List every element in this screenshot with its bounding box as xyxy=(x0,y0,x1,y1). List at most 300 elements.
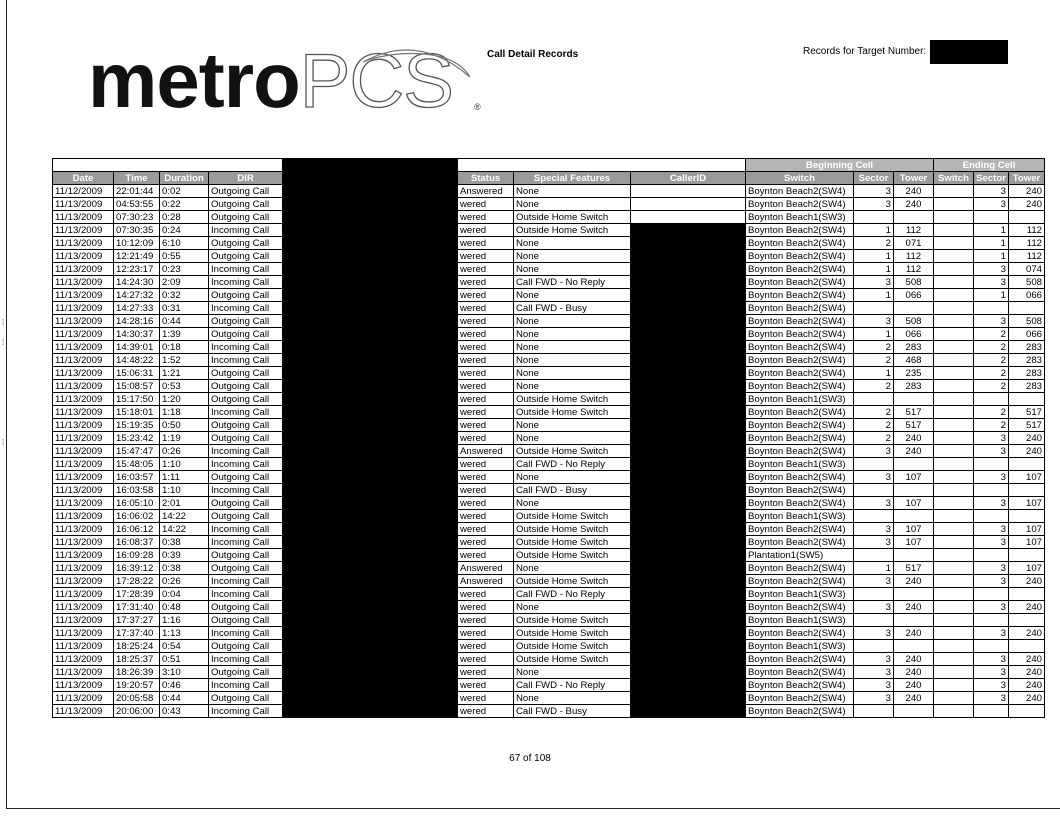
cell-switch-end xyxy=(934,289,974,302)
cell-tower-end xyxy=(1009,458,1045,471)
cell-tower-begin: 283 xyxy=(894,380,934,393)
target-number-label: Records for Target Number: xyxy=(803,46,927,57)
cell-duration: 0:38 xyxy=(160,562,209,575)
cell-tower-end xyxy=(1009,705,1045,718)
cell-special-features: Call FWD - No Reply xyxy=(514,458,631,471)
col-end-tower: Tower xyxy=(1009,172,1045,185)
cell-sector-end: 3 xyxy=(974,692,1009,705)
callerid-cell xyxy=(631,289,746,302)
cell-time: 22:01:44 xyxy=(114,185,160,198)
cell-switch-end xyxy=(934,406,974,419)
cell-sector-begin: 2 xyxy=(854,432,894,445)
cell-status: wered xyxy=(458,653,514,666)
cell-duration: 2:01 xyxy=(160,497,209,510)
cell-tower-end: 517 xyxy=(1009,419,1045,432)
cell-sector-end: 3 xyxy=(974,575,1009,588)
cell-sector-begin xyxy=(854,510,894,523)
cell-special-features: None xyxy=(514,497,631,510)
cell-sector-begin: 1 xyxy=(854,289,894,302)
cell-status: wered xyxy=(458,198,514,211)
cell-switch-begin: Boynton Beach1(SW3) xyxy=(746,393,854,406)
cell-switch-end xyxy=(934,653,974,666)
redacted-cell xyxy=(283,692,458,705)
cell-sector-begin: 1 xyxy=(854,250,894,263)
cell-sector-begin xyxy=(854,549,894,562)
col-begin-tower: Tower xyxy=(894,172,934,185)
cell-time: 15:48:05 xyxy=(114,458,160,471)
cell-switch-end xyxy=(934,393,974,406)
cell-time: 14:27:33 xyxy=(114,302,160,315)
cell-sector-begin xyxy=(854,484,894,497)
cell-special-features: Outside Home Switch xyxy=(514,653,631,666)
cell-sector-begin: 3 xyxy=(854,185,894,198)
cell-switch-end xyxy=(934,367,974,380)
cell-status: wered xyxy=(458,497,514,510)
cell-switch-end xyxy=(934,523,974,536)
cell-sector-begin: 2 xyxy=(854,380,894,393)
cell-time: 15:17:50 xyxy=(114,393,160,406)
callerid-cell xyxy=(631,250,746,263)
cell-special-features: None xyxy=(514,263,631,276)
cell-sector-end: 3 xyxy=(974,276,1009,289)
callerid-cell xyxy=(631,510,746,523)
cell-status: wered xyxy=(458,627,514,640)
page-number: 67 of 108 xyxy=(509,753,551,764)
cell-sector-begin xyxy=(854,393,894,406)
cell-time: 16:03:58 xyxy=(114,484,160,497)
cell-sector-begin: 3 xyxy=(854,198,894,211)
cell-duration: 0:04 xyxy=(160,588,209,601)
redacted-cell xyxy=(283,432,458,445)
table-row xyxy=(53,640,1045,653)
cell-tower-begin xyxy=(894,705,934,718)
cell-status: wered xyxy=(458,263,514,276)
cell-switch-begin: Boynton Beach2(SW4) xyxy=(746,497,854,510)
cell-duration: 0:43 xyxy=(160,705,209,718)
cell-time: 16:08:37 xyxy=(114,536,160,549)
cell-switch-end xyxy=(934,614,974,627)
cell-tower-end xyxy=(1009,588,1045,601)
cell-date: 11/13/2009 xyxy=(53,289,114,302)
table-row xyxy=(53,536,1045,549)
cell-status: wered xyxy=(458,250,514,263)
cell-sector-end: 2 xyxy=(974,354,1009,367)
cell-status: Answered xyxy=(458,185,514,198)
cell-switch-begin: Boynton Beach2(SW4) xyxy=(746,536,854,549)
callerid-cell xyxy=(631,627,746,640)
cell-duration: 0:31 xyxy=(160,302,209,315)
cell-switch-begin: Boynton Beach2(SW4) xyxy=(746,705,854,718)
redacted-cell xyxy=(283,705,458,718)
cell-switch-begin: Boynton Beach2(SW4) xyxy=(746,484,854,497)
cell-switch-end xyxy=(934,471,974,484)
table-row xyxy=(53,380,1045,393)
cell-special-features: Outside Home Switch xyxy=(514,523,631,536)
cell-dir: Outgoing Call xyxy=(209,380,283,393)
cell-sector-begin: 3 xyxy=(854,679,894,692)
cell-sector-end xyxy=(974,458,1009,471)
cell-duration: 0:53 xyxy=(160,380,209,393)
cell-tower-begin: 517 xyxy=(894,419,934,432)
cell-tower-begin: 107 xyxy=(894,497,934,510)
cell-time: 17:31:40 xyxy=(114,601,160,614)
cell-sector-end: 2 xyxy=(974,419,1009,432)
cell-tower-begin: 240 xyxy=(894,666,934,679)
cell-switch-begin: Boynton Beach2(SW4) xyxy=(746,627,854,640)
cell-switch-end xyxy=(934,575,974,588)
cell-status: wered xyxy=(458,367,514,380)
redacted-cell xyxy=(283,601,458,614)
metropcs-logo xyxy=(88,36,481,124)
cell-sector-begin: 3 xyxy=(854,445,894,458)
redacted-cell xyxy=(283,458,458,471)
cell-tower-end xyxy=(1009,302,1045,315)
cell-date: 11/13/2009 xyxy=(53,484,114,497)
cell-date: 11/13/2009 xyxy=(53,315,114,328)
cell-tower-end: 240 xyxy=(1009,666,1045,679)
cell-dir: Incoming Call xyxy=(209,341,283,354)
redacted-cell xyxy=(283,627,458,640)
cell-time: 16:03:57 xyxy=(114,471,160,484)
redacted-cell xyxy=(283,211,458,224)
cell-sector-end: 3 xyxy=(974,601,1009,614)
cell-sector-end xyxy=(974,393,1009,406)
redacted-cell xyxy=(283,263,458,276)
callerid-cell xyxy=(631,562,746,575)
cell-duration: 0:32 xyxy=(160,289,209,302)
cell-time: 07:30:35 xyxy=(114,224,160,237)
cell-special-features: Outside Home Switch xyxy=(514,549,631,562)
cell-sector-end: 3 xyxy=(974,445,1009,458)
cell-date: 11/13/2009 xyxy=(53,432,114,445)
table-row xyxy=(53,575,1045,588)
cell-sector-end xyxy=(974,588,1009,601)
cell-dir: Outgoing Call xyxy=(209,432,283,445)
callerid-cell xyxy=(631,484,746,497)
cell-switch-begin: Boynton Beach2(SW4) xyxy=(746,328,854,341)
cell-sector-begin: 2 xyxy=(854,419,894,432)
cell-date: 11/13/2009 xyxy=(53,393,114,406)
table-row xyxy=(53,614,1045,627)
cell-switch-end xyxy=(934,419,974,432)
cell-sector-begin: 3 xyxy=(854,666,894,679)
cell-date: 11/13/2009 xyxy=(53,419,114,432)
cell-tower-begin: 107 xyxy=(894,536,934,549)
cell-sector-begin: 1 xyxy=(854,224,894,237)
target-number-redaction xyxy=(930,40,1008,64)
cell-date: 11/13/2009 xyxy=(53,458,114,471)
cell-special-features: None xyxy=(514,380,631,393)
cell-tower-end: 240 xyxy=(1009,198,1045,211)
cell-time: 15:47:47 xyxy=(114,445,160,458)
cell-duration: 1:39 xyxy=(160,328,209,341)
cell-special-features: Call FWD - Busy xyxy=(514,302,631,315)
call-records-table xyxy=(52,158,1045,718)
callerid-cell xyxy=(631,406,746,419)
col-status: Status xyxy=(458,172,514,185)
cell-status: wered xyxy=(458,328,514,341)
cell-dir: Outgoing Call xyxy=(209,549,283,562)
table-row xyxy=(53,354,1045,367)
cell-tower-end xyxy=(1009,484,1045,497)
redacted-cell xyxy=(283,549,458,562)
table-row xyxy=(53,211,1045,224)
cell-duration: 1:18 xyxy=(160,406,209,419)
cell-date: 11/13/2009 xyxy=(53,276,114,289)
cell-special-features: Call FWD - No Reply xyxy=(514,679,631,692)
cell-special-features: Outside Home Switch xyxy=(514,224,631,237)
cell-sector-end: 3 xyxy=(974,523,1009,536)
cell-sector-begin xyxy=(854,614,894,627)
cell-duration: 0:44 xyxy=(160,692,209,705)
cell-duration: 6:10 xyxy=(160,237,209,250)
cell-sector-end: 1 xyxy=(974,224,1009,237)
cell-sector-begin: 3 xyxy=(854,601,894,614)
cell-tower-begin: 240 xyxy=(894,653,934,666)
cell-special-features: None xyxy=(514,432,631,445)
callerid-cell xyxy=(631,211,746,224)
redacted-cell xyxy=(283,315,458,328)
callerid-cell xyxy=(631,341,746,354)
cell-time: 12:21:49 xyxy=(114,250,160,263)
cell-tower-begin: 283 xyxy=(894,341,934,354)
cell-tower-begin: 066 xyxy=(894,289,934,302)
cell-special-features: Outside Home Switch xyxy=(514,393,631,406)
cell-dir: Outgoing Call xyxy=(209,471,283,484)
redacted-cell xyxy=(283,302,458,315)
cell-status: wered xyxy=(458,380,514,393)
cell-special-features: None xyxy=(514,666,631,679)
redacted-cell xyxy=(283,536,458,549)
table-row xyxy=(53,458,1045,471)
cell-special-features: Call FWD - Busy xyxy=(514,484,631,497)
cell-special-features: Call FWD - Busy xyxy=(514,705,631,718)
cell-special-features: Outside Home Switch xyxy=(514,510,631,523)
cell-switch-end xyxy=(934,510,974,523)
cell-dir: Incoming Call xyxy=(209,406,283,419)
cell-sector-begin: 2 xyxy=(854,237,894,250)
cell-date: 11/13/2009 xyxy=(53,302,114,315)
cell-tower-begin: 107 xyxy=(894,471,934,484)
cell-status: wered xyxy=(458,549,514,562)
callerid-cell xyxy=(631,302,746,315)
cell-dir: Outgoing Call xyxy=(209,289,283,302)
cell-switch-begin: Boynton Beach2(SW4) xyxy=(746,601,854,614)
table-row xyxy=(53,445,1045,458)
cell-date: 11/12/2009 xyxy=(53,185,114,198)
cell-tower-end: 112 xyxy=(1009,224,1045,237)
cell-status: Answered xyxy=(458,575,514,588)
cell-date: 11/13/2009 xyxy=(53,367,114,380)
cell-duration: 1:52 xyxy=(160,354,209,367)
cell-duration: 14:22 xyxy=(160,523,209,536)
cell-time: 16:39:12 xyxy=(114,562,160,575)
table-row xyxy=(53,432,1045,445)
cell-switch-end xyxy=(934,640,974,653)
cell-special-features: None xyxy=(514,341,631,354)
cell-tower-begin xyxy=(894,458,934,471)
cell-date: 11/13/2009 xyxy=(53,406,114,419)
table-row xyxy=(53,653,1045,666)
cell-dir: Outgoing Call xyxy=(209,185,283,198)
cell-status: wered xyxy=(458,419,514,432)
cell-dir: Outgoing Call xyxy=(209,666,283,679)
cell-duration: 0:23 xyxy=(160,263,209,276)
callerid-cell xyxy=(631,393,746,406)
cell-time: 17:37:27 xyxy=(114,614,160,627)
cell-sector-begin: 3 xyxy=(854,575,894,588)
cell-tower-begin: 508 xyxy=(894,315,934,328)
cell-status: wered xyxy=(458,341,514,354)
cell-time: 14:27:32 xyxy=(114,289,160,302)
cell-switch-end xyxy=(934,536,974,549)
cell-tower-begin: 240 xyxy=(894,445,934,458)
cell-sector-begin: 3 xyxy=(854,471,894,484)
cell-switch-begin: Boynton Beach1(SW3) xyxy=(746,211,854,224)
cell-time: 19:20:57 xyxy=(114,679,160,692)
cell-switch-begin: Boynton Beach2(SW4) xyxy=(746,692,854,705)
callerid-cell xyxy=(631,198,746,211)
redacted-cell xyxy=(283,562,458,575)
cell-sector-end: 3 xyxy=(974,666,1009,679)
cell-switch-begin: Boynton Beach2(SW4) xyxy=(746,302,854,315)
cell-switch-end xyxy=(934,315,974,328)
table-row xyxy=(53,549,1045,562)
cell-switch-begin: Boynton Beach2(SW4) xyxy=(746,276,854,289)
cell-dir: Incoming Call xyxy=(209,627,283,640)
cell-duration: 1:20 xyxy=(160,393,209,406)
cell-sector-begin: 1 xyxy=(854,562,894,575)
cell-sector-end xyxy=(974,705,1009,718)
cell-tower-end xyxy=(1009,614,1045,627)
cell-special-features: None xyxy=(514,692,631,705)
cell-special-features: Outside Home Switch xyxy=(514,614,631,627)
cell-sector-begin xyxy=(854,640,894,653)
callerid-cell xyxy=(631,575,746,588)
redacted-cell xyxy=(283,341,458,354)
cell-switch-end xyxy=(934,562,974,575)
cell-switch-begin: Boynton Beach1(SW3) xyxy=(746,588,854,601)
cell-switch-begin: Boynton Beach2(SW4) xyxy=(746,419,854,432)
cell-switch-end xyxy=(934,302,974,315)
cell-date: 11/13/2009 xyxy=(53,471,114,484)
cell-sector-end: 3 xyxy=(974,679,1009,692)
cell-switch-end xyxy=(934,484,974,497)
cell-special-features: Outside Home Switch xyxy=(514,627,631,640)
cell-dir: Outgoing Call xyxy=(209,315,283,328)
cell-duration: 1:19 xyxy=(160,432,209,445)
cell-tower-end: 240 xyxy=(1009,601,1045,614)
cell-switch-end xyxy=(934,627,974,640)
cell-time: 20:05:58 xyxy=(114,692,160,705)
cell-switch-begin: Boynton Beach2(SW4) xyxy=(746,445,854,458)
callerid-cell xyxy=(631,328,746,341)
cell-duration: 0:24 xyxy=(160,224,209,237)
cell-sector-begin: 3 xyxy=(854,315,894,328)
cell-switch-end xyxy=(934,497,974,510)
cell-time: 15:23:42 xyxy=(114,432,160,445)
cell-time: 14:48:22 xyxy=(114,354,160,367)
cell-special-features: None xyxy=(514,562,631,575)
cell-dir: Outgoing Call xyxy=(209,640,283,653)
callerid-cell xyxy=(631,276,746,289)
cell-tower-end xyxy=(1009,510,1045,523)
cell-tower-end: 240 xyxy=(1009,627,1045,640)
cell-dir: Outgoing Call xyxy=(209,601,283,614)
redacted-cell xyxy=(283,250,458,263)
cell-time: 07:30:23 xyxy=(114,211,160,224)
cell-switch-end xyxy=(934,211,974,224)
table-body xyxy=(53,185,1045,718)
callerid-cell xyxy=(631,315,746,328)
cell-sector-end xyxy=(974,510,1009,523)
cell-time: 12:23:17 xyxy=(114,263,160,276)
cell-special-features: None xyxy=(514,601,631,614)
cell-date: 11/13/2009 xyxy=(53,588,114,601)
cell-tower-begin xyxy=(894,549,934,562)
cell-switch-begin: Boynton Beach2(SW4) xyxy=(746,666,854,679)
cell-sector-end: 3 xyxy=(974,471,1009,484)
cell-tower-begin: 468 xyxy=(894,354,934,367)
cell-dir: Incoming Call xyxy=(209,575,283,588)
cell-tower-end xyxy=(1009,640,1045,653)
cell-switch-begin: Boynton Beach2(SW4) xyxy=(746,341,854,354)
cell-date: 11/13/2009 xyxy=(53,692,114,705)
cell-date: 11/13/2009 xyxy=(53,666,114,679)
table-row xyxy=(53,484,1045,497)
cell-status: wered xyxy=(458,393,514,406)
cell-status: wered xyxy=(458,601,514,614)
cell-tower-begin: 240 xyxy=(894,601,934,614)
cell-time: 18:25:24 xyxy=(114,640,160,653)
cell-switch-begin: Boynton Beach2(SW4) xyxy=(746,354,854,367)
cell-status: wered xyxy=(458,692,514,705)
cell-switch-begin: Boynton Beach2(SW4) xyxy=(746,380,854,393)
cell-tower-begin: 517 xyxy=(894,406,934,419)
callerid-cell xyxy=(631,536,746,549)
document-title: Call Detail Records xyxy=(487,49,579,60)
cell-tower-begin: 240 xyxy=(894,692,934,705)
cell-date: 11/13/2009 xyxy=(53,211,114,224)
cell-dir: Incoming Call xyxy=(209,445,283,458)
cell-dir: Incoming Call xyxy=(209,276,283,289)
cell-duration: 2:09 xyxy=(160,276,209,289)
cell-tower-end: 508 xyxy=(1009,315,1045,328)
cell-tower-end: 107 xyxy=(1009,523,1045,536)
cell-date: 11/13/2009 xyxy=(53,679,114,692)
cell-status: wered xyxy=(458,315,514,328)
cell-dir: Outgoing Call xyxy=(209,614,283,627)
cell-sector-end xyxy=(974,211,1009,224)
cell-dir: Incoming Call xyxy=(209,653,283,666)
table-row xyxy=(53,406,1045,419)
cell-status: wered xyxy=(458,354,514,367)
cell-duration: 3:10 xyxy=(160,666,209,679)
callerid-cell xyxy=(631,692,746,705)
cell-switch-end xyxy=(934,679,974,692)
table-row xyxy=(53,198,1045,211)
cell-status: wered xyxy=(458,679,514,692)
cell-sector-end: 3 xyxy=(974,185,1009,198)
cell-duration: 0:51 xyxy=(160,653,209,666)
cell-sector-end: 2 xyxy=(974,341,1009,354)
cell-dir: Incoming Call xyxy=(209,705,283,718)
redacted-cell xyxy=(283,588,458,601)
cell-sector-end xyxy=(974,640,1009,653)
cell-sector-begin: 3 xyxy=(854,627,894,640)
callerid-cell xyxy=(631,653,746,666)
cell-tower-begin: 508 xyxy=(894,276,934,289)
